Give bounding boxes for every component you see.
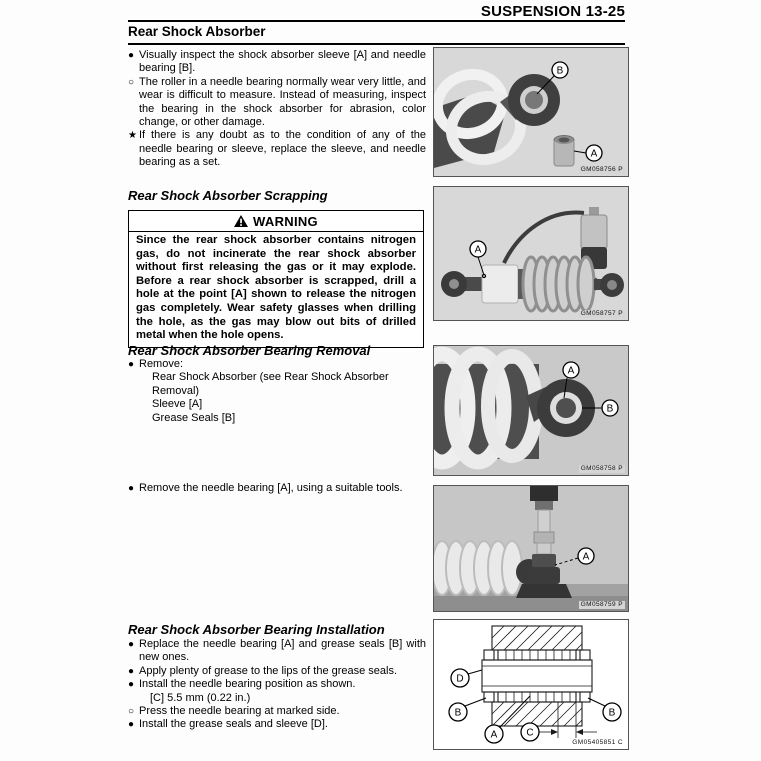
figure-sleeve-grease-seals [433,345,629,476]
warning-box [128,210,424,348]
bullet-dot: ● [128,679,135,691]
section-heading-bearing-removal: Rear Shock Absorber Bearing Removal [128,343,371,358]
list-item-text: Remove the needle bearing [A], using a suitable tools. [139,482,403,494]
warning-label: WARNING [253,213,318,229]
figure-caption: GM05405851 C [572,739,623,746]
bullet-circle: ○ [128,706,135,718]
bullet-dot: ● [128,50,135,61]
label-c [521,723,539,741]
bullet-dot: ● [128,359,135,370]
header-rule [128,20,625,22]
list-item-text: Visually inspect the shock absorber sleeve [A] and needle bearing [B]. [139,49,426,75]
list-item [128,638,426,665]
list-item [128,358,426,371]
list-item-text: The roller in a needle bearing normally wear very little, and wear is difficult to measure. Instead of measuring, inspect the bearing in the shock absorber for abrasion, color change, or other damage. [139,75,426,129]
measurement-line: [C] 5.5 mm (0.22 in.) [150,691,251,704]
bullet-dot: ● [128,719,135,731]
figure-bearing-installation-diagram [433,619,629,750]
removal-item: Rear Shock Absorber (see Rear Shock Absorber Removal) [152,371,389,397]
bullet-circle: ○ [128,76,135,88]
svg-text:A: A [590,148,598,160]
warning-text: Since the rear shock absorber contains nitrogen gas, do not incinerate the rear shock absorber without first releasing the gas or it may explode. Before a rear shock absorber is scrapped, drill a hole at the point [A] shown to release the nitrogen gas completely. Wear safety glasses when drilling the hole, as the gas may blow out bits of drilled metal when the hole opens. [136,234,416,342]
list-item-text: If there is any doubt as to the condition of any of the needle bearing or sleeve, replace the sleeve, and needle bearing as a set. [139,129,426,169]
figure-needle-bearing-removal-tool [433,485,629,612]
list-item [128,49,426,76]
section-heading-scrapping: Rear Shock Absorber Scrapping [128,188,328,203]
list-item [128,129,426,169]
removal-item: Grease Seals [B] [152,411,236,424]
inspection-section [128,49,426,170]
svg-text:B: B [556,65,564,77]
bullet-star: ★ [128,130,137,142]
svg-text:B: B [454,707,462,719]
needle-bearing-step [128,482,426,495]
press-tool-photo [434,486,628,611]
svg-text:C: C [526,727,534,739]
figure-caption: GM058757 P [580,310,623,317]
warning-title-bar [129,211,423,232]
bullet-dot: ● [128,483,135,494]
figure-shock-absorber-drill-point [433,186,629,321]
bullet-dot: ● [128,665,135,677]
list-item-text: Replace the needle bearing [A] and grease seals [B] with new ones. [139,638,426,664]
figure-needle-bearing-inspection [433,47,629,177]
removal-item: Sleeve [A] [152,398,203,411]
shock-eye-photo [434,48,628,176]
list-item [128,665,426,678]
list-item-text: Remove: [139,358,184,370]
svg-text:A: A [567,365,575,377]
svg-text:D: D [456,673,464,685]
page-title: Rear Shock Absorber [128,24,266,39]
removal-section [128,358,426,425]
svg-text:A: A [582,551,590,563]
shock-eye-closeup-photo [434,346,628,475]
list-item [128,482,426,495]
figure-caption: GM058756 P [580,166,623,173]
title-rule [128,43,625,45]
svg-text:B: B [606,403,614,415]
bullet-dot: ● [128,639,135,650]
list-item-text: Install the grease seals and sleeve [D]. [139,718,328,731]
shock-absorber-photo [434,187,628,320]
list-item-text: Apply plenty of grease to the lips of the grease seals. [139,664,398,677]
list-item [128,678,426,691]
list-item-text: Install the needle bearing position as shown. [139,678,356,691]
list-item [128,718,426,731]
installation-section [128,638,426,732]
svg-text:B: B [608,707,616,719]
svg-text:A: A [474,244,482,256]
svg-text:A: A [490,729,498,741]
list-item-text: Press the needle bearing at marked side. [139,705,340,718]
figure-caption: GM058759 P [580,601,623,608]
page-header-label: SUSPENSION 13-25 [480,3,625,20]
section-heading-bearing-installation: Rear Shock Absorber Bearing Installation [128,622,385,637]
bearing-cross-section-drawing [434,620,628,749]
list-item [128,705,426,718]
warning-icon [234,215,248,227]
figure-caption: GM058758 P [580,465,623,472]
list-item [128,76,426,130]
